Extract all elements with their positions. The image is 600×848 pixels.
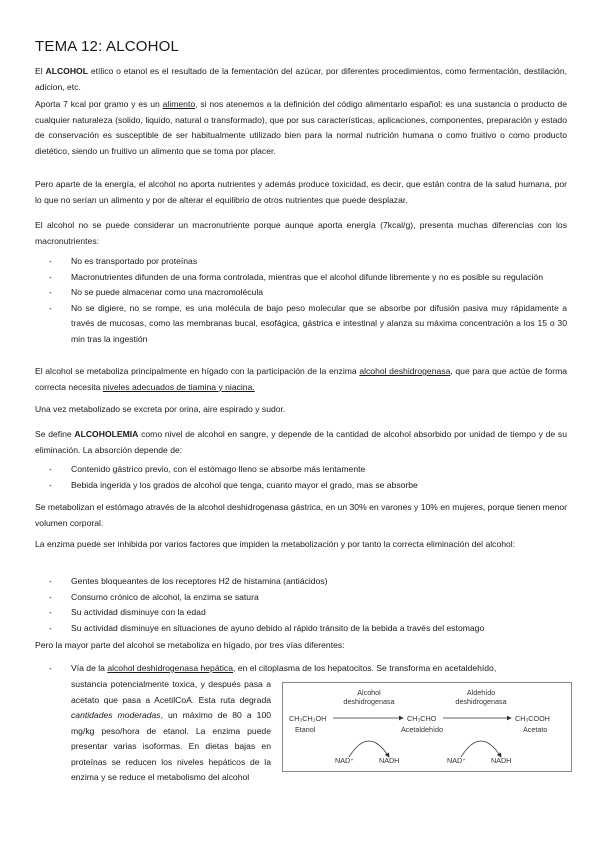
cofactor-nadh-2: NADH <box>491 756 512 765</box>
list-item <box>35 574 567 590</box>
text: sustancia potencialmente toxica, y después pasa a acetato que pasa a AcetilCoA. Esta ruta degrada <box>71 679 271 705</box>
list-liver-routes <box>35 661 567 677</box>
paragraph-alcoholemia <box>35 427 567 458</box>
dash-bullet: - <box>49 663 52 673</box>
text: como nivel de alcohol en sangre, y depende de la cantidad de alcohol absorbido por unidad de tiempo y de su eliminación. La absorción depende de: <box>35 429 567 455</box>
acetaldehyde-name: Acetaldehído <box>401 725 443 734</box>
dash-bullet: - <box>49 271 52 282</box>
dash-bullet: - <box>49 302 52 313</box>
emphasis: cantidades moderadas <box>71 710 161 720</box>
enzyme-2-label-line2: deshidrogenasa <box>455 697 507 706</box>
list-item <box>35 605 567 621</box>
cofactor-nad-1: NAD⁺ <box>335 756 354 765</box>
paragraph-stomach: Se metabolizan el estómago através de la alcohol deshidrogenasa gástrica, en un 30% en varones y 10% en mujeres, porque tienen menor volumen corporal. <box>35 502 567 528</box>
dash-bullet: - <box>49 576 52 586</box>
text: El alcohol se metaboliza principalmente en hígado con la participación de la enzima <box>35 366 360 376</box>
paragraph-intro <box>35 64 567 95</box>
paragraph-liver: Pero la mayor parte del alcohol se metaboliza en hígado, por tres vías diferentes: <box>35 640 345 650</box>
text: Se define <box>35 429 75 439</box>
cofactor-curve-1 <box>349 741 389 757</box>
item-text: Gentes bloqueantes de los receptores H2 de histamina (antiácidos) <box>71 576 328 586</box>
list-item <box>35 462 567 478</box>
term-alcoholemia: ALCOHOLEMIA <box>74 429 139 439</box>
paragraph-inhibition: La enzima puede ser inhibida por varios factores que impiden la metabolización y por tanto la correcta eliminación del alcohol: <box>35 539 516 549</box>
enzyme-1-label-line1: Alcohol <box>357 688 381 697</box>
page-title: TEMA 12: ALCOHOL <box>35 38 180 55</box>
item-text: No se puede almacenar como una macromolécula <box>71 287 264 297</box>
text: , que para que actúe de forma correcta necesita <box>35 366 568 392</box>
dash-bullet: - <box>49 256 52 266</box>
item-text: Bebida ingerida y los grados de alcohol que tenga, cuanto mayor el grado, mas se absorbe <box>71 479 418 490</box>
item-text: Contenido gástrico previo, con el estómago lleno se absorbe más lentamente <box>71 464 366 474</box>
list-differences <box>35 254 567 347</box>
list-item <box>35 285 567 301</box>
term-alcohol: ALCOHOL <box>45 66 88 76</box>
text: El <box>35 66 46 76</box>
paragraph-metabolism <box>35 364 567 395</box>
text: Aporta 7 kcal por gramo y es un <box>35 99 163 109</box>
link-alimento[interactable]: alimento <box>162 99 196 109</box>
list-item <box>35 478 567 494</box>
paragraph-route-detail <box>71 677 271 786</box>
underlined-vitamins: niveles adecuados de tiamina y niacina. <box>102 381 255 392</box>
text: , un máximo de 80 a 100 mg/kg peso/hora de etanol. La enzima puede presentar varias isoformas. En dietas bajas en proteínas se reducen los niveles hepáticos de la enzima y se reduce el metabolismo del alcohol <box>71 710 272 782</box>
cofactor-curve-2 <box>461 741 501 757</box>
paragraph-toxicity: Pero aparte de la energía, el alcohol no aporta nutrientes y además produce toxicidad, es decir, que están contra de la salud humana, por lo que no serían un alimento y por de alterar el equilibrio de otros nutrientes que puede desplazar. <box>35 179 567 205</box>
item-text: Macronutrientes difunden de una forma controlada, mientras que el alcohol difunde libremente y no es posible su regulación <box>71 271 543 282</box>
cofactor-nad-2: NAD⁺ <box>447 756 466 765</box>
list-item <box>35 270 567 286</box>
item-text: No es transportado por proteínas <box>71 256 198 266</box>
text: Vía de la <box>71 663 108 673</box>
paragraph-energy <box>35 97 567 159</box>
item-text: Su actividad disminuye en situaciones de ayuno debido al rápido tránsito de la bebida a través del estomago <box>71 622 485 633</box>
list-item <box>35 590 567 606</box>
dash-bullet: - <box>49 622 52 633</box>
item-text: Consumo crónico de alcohol, la enzima se satura <box>71 591 259 602</box>
underlined-route: alcohol deshidrogenasa hepática <box>107 663 233 673</box>
underlined-enzyme: alcohol deshidrogenasa <box>359 366 451 376</box>
paragraph-excretion: Una vez metabolizado se excreta por orina, aire espirado y sudor. <box>35 404 286 414</box>
ethanol-name: Etanol <box>295 725 316 734</box>
ethanol-formula: CH₃CH₂OH <box>289 714 327 723</box>
list-item <box>35 254 567 270</box>
enzyme-1-label-line2: deshidrogenasa <box>343 697 395 706</box>
pathway-svg <box>283 683 571 771</box>
enzyme-2-label-line1: Aldehído <box>466 688 496 697</box>
item-text: No se digiere, no se rompe, es una molécula de bajo peso molecular que se absorbe por difusión pasiva muy rápidamente a través de mucosas, como las membranas bucal, esofágica, gástrica e intestinal y alanza su máxima concentración a los 15 o 30 min tras la ingestión <box>71 302 567 344</box>
dash-bullet: - <box>49 287 52 297</box>
dash-bullet: - <box>49 464 52 474</box>
dash-bullet: - <box>49 591 52 602</box>
list-item <box>35 621 567 637</box>
acetate-formula: CH₃COOH <box>515 714 550 723</box>
text: , en el citoplasma de los hepatocitos. Se transforma en acetaldehído, <box>232 663 497 673</box>
dash-bullet: - <box>49 479 52 490</box>
list-inhibitors <box>35 574 567 636</box>
acetaldehyde-formula: CH₃CHO <box>407 714 437 723</box>
text: etílico o etanol es el resultado de la fementación del azúcar, por diferentes procedimientos, como fermentación, destilación, adicion, etc. <box>35 66 567 92</box>
list-absorption <box>35 462 567 493</box>
ethanol-pathway-diagram <box>282 682 572 772</box>
dash-bullet: - <box>49 607 52 617</box>
list-item-route-adh <box>35 661 567 677</box>
cofactor-nadh-1: NADH <box>379 756 400 765</box>
list-item <box>35 301 567 348</box>
paragraph-macronutrient: El alcohol no se puede considerar un macronutriente porque aunque aporta energía (7kcal/g), presenta muchas diferencias con los macronutrientes: <box>35 220 567 246</box>
text: , si nos atenemos a la definición del código alimentario español: es una sustancia o producto de cualquier naturaleza (solido, liquido, natural o transformado), que por sus características, aplicaciones, componentes, preparación y estado de conservación es susceptible de ser habitualmente utilizado bien para la normal nutrición humana o como fruitivo o como producto dietético, siendo un fruitivo un alimento que se toma por placer. <box>35 99 567 156</box>
item-text: Su actividad disminuye con la edad <box>71 607 206 617</box>
acetate-name: Acetato <box>523 725 548 734</box>
